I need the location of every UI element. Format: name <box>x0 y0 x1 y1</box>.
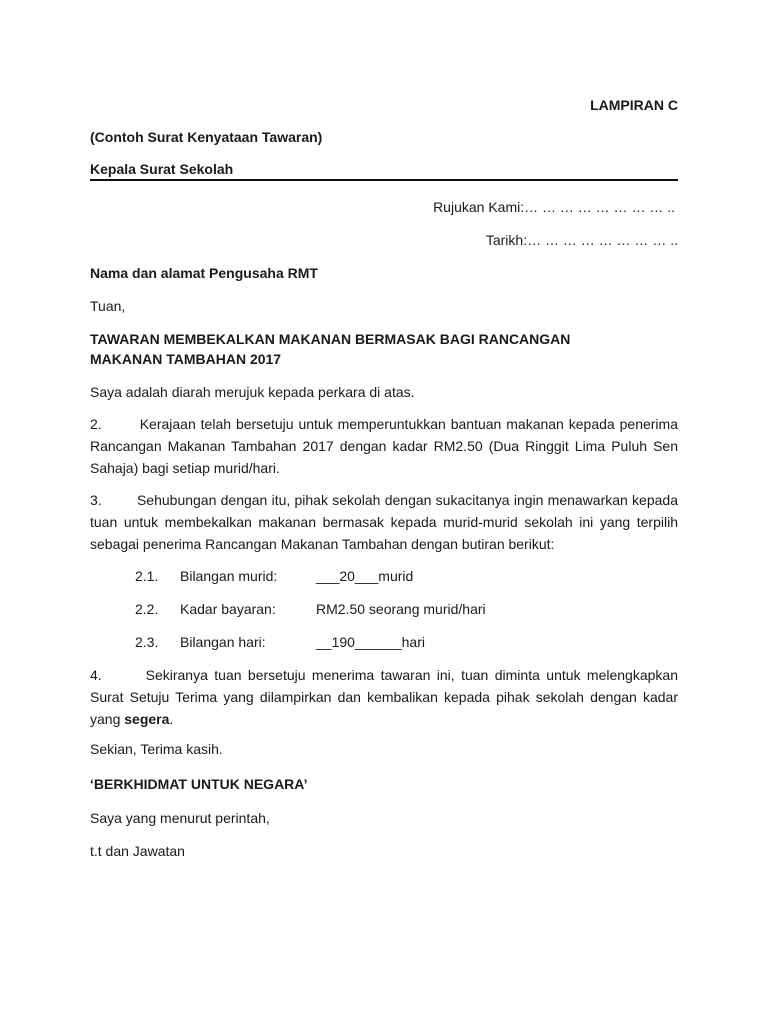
signature-title: t.t dan Jawatan <box>90 843 185 859</box>
paragraph-2-number: 2. <box>90 416 102 432</box>
paragraph-4-end: . <box>169 711 174 727</box>
detail-1-label: Bilangan murid: <box>180 568 278 584</box>
salutation: Tuan, <box>90 298 126 314</box>
detail-2-label: Kadar bayaran: <box>180 601 276 617</box>
sign-off: Saya yang menurut perintah, <box>90 810 270 826</box>
letter-subtitle: (Contoh Surat Kenyataan Tawaran) <box>90 129 323 145</box>
paragraph-3-text: Sehubungan dengan itu, pihak sekolah dengan sukacitanya ingin menawarkan kepada tuan untuk membekalkan makanan bermasak kepada murid-murid sekolah ini yang terpilih sebagai penerima Rancangan Makanan Tambahan dengan butiran berikut: <box>90 492 678 552</box>
closing-line: Sekian, Terima kasih. <box>90 741 223 757</box>
subject-line-2: MAKANAN TAMBAHAN 2017 <box>90 351 282 367</box>
detail-2-number: 2.2. <box>135 601 159 617</box>
letterhead: Kepala Surat Sekolah <box>90 161 234 177</box>
attachment-label: LAMPIRAN C <box>590 97 678 113</box>
paragraph-2 <box>90 413 678 479</box>
detail-1-number: 2.1. <box>135 568 159 584</box>
paragraph-3 <box>90 489 678 555</box>
paragraph-4-number: 4. <box>90 667 102 683</box>
recipient-address: Nama dan alamat Pengusaha RMT <box>90 265 318 281</box>
letterhead-divider <box>90 179 678 181</box>
paragraph-2-text: Kerajaan telah bersetuju untuk memperuntukkan bantuan makanan kepada penerima Rancangan Makanan Tambahan 2017 dengan kadar RM2.50 (Dua Ringgit Lima Puluh Sen Sahaja) bagi setiap murid/hari. <box>90 416 678 476</box>
paragraph-4-text: Sekiranya tuan bersetuju menerima tawaran ini, tuan diminta untuk melengkapkan Surat Setuju Terima yang dilampirkan dan kembalikan kepada pihak sekolah dengan kadar yang <box>90 667 678 727</box>
subject-line-1: TAWARAN MEMBEKALKAN MAKANAN BERMASAK BAGI RANCANGAN <box>90 331 571 347</box>
paragraph-3-number: 3. <box>90 492 102 508</box>
detail-1-value: ___20___murid <box>316 568 414 584</box>
paragraph-4 <box>90 664 678 730</box>
detail-3-label: Bilangan hari: <box>180 634 266 650</box>
reference-line: Rujukan Kami:… … … … … … … … .. <box>433 199 675 215</box>
detail-3-number: 2.3. <box>135 634 159 650</box>
intro-paragraph: Saya adalah diarah merujuk kepada perkara di atas. <box>90 384 415 400</box>
date-line: Tarikh:… … … … … … … … .. <box>485 232 678 248</box>
detail-2-value: RM2.50 seorang murid/hari <box>316 601 486 617</box>
detail-3-value: __190______hari <box>316 634 425 650</box>
paragraph-4-emphasis: segera <box>124 711 170 727</box>
motto: ‘BERKHIDMAT UNTUK NEGARA’ <box>90 776 308 792</box>
